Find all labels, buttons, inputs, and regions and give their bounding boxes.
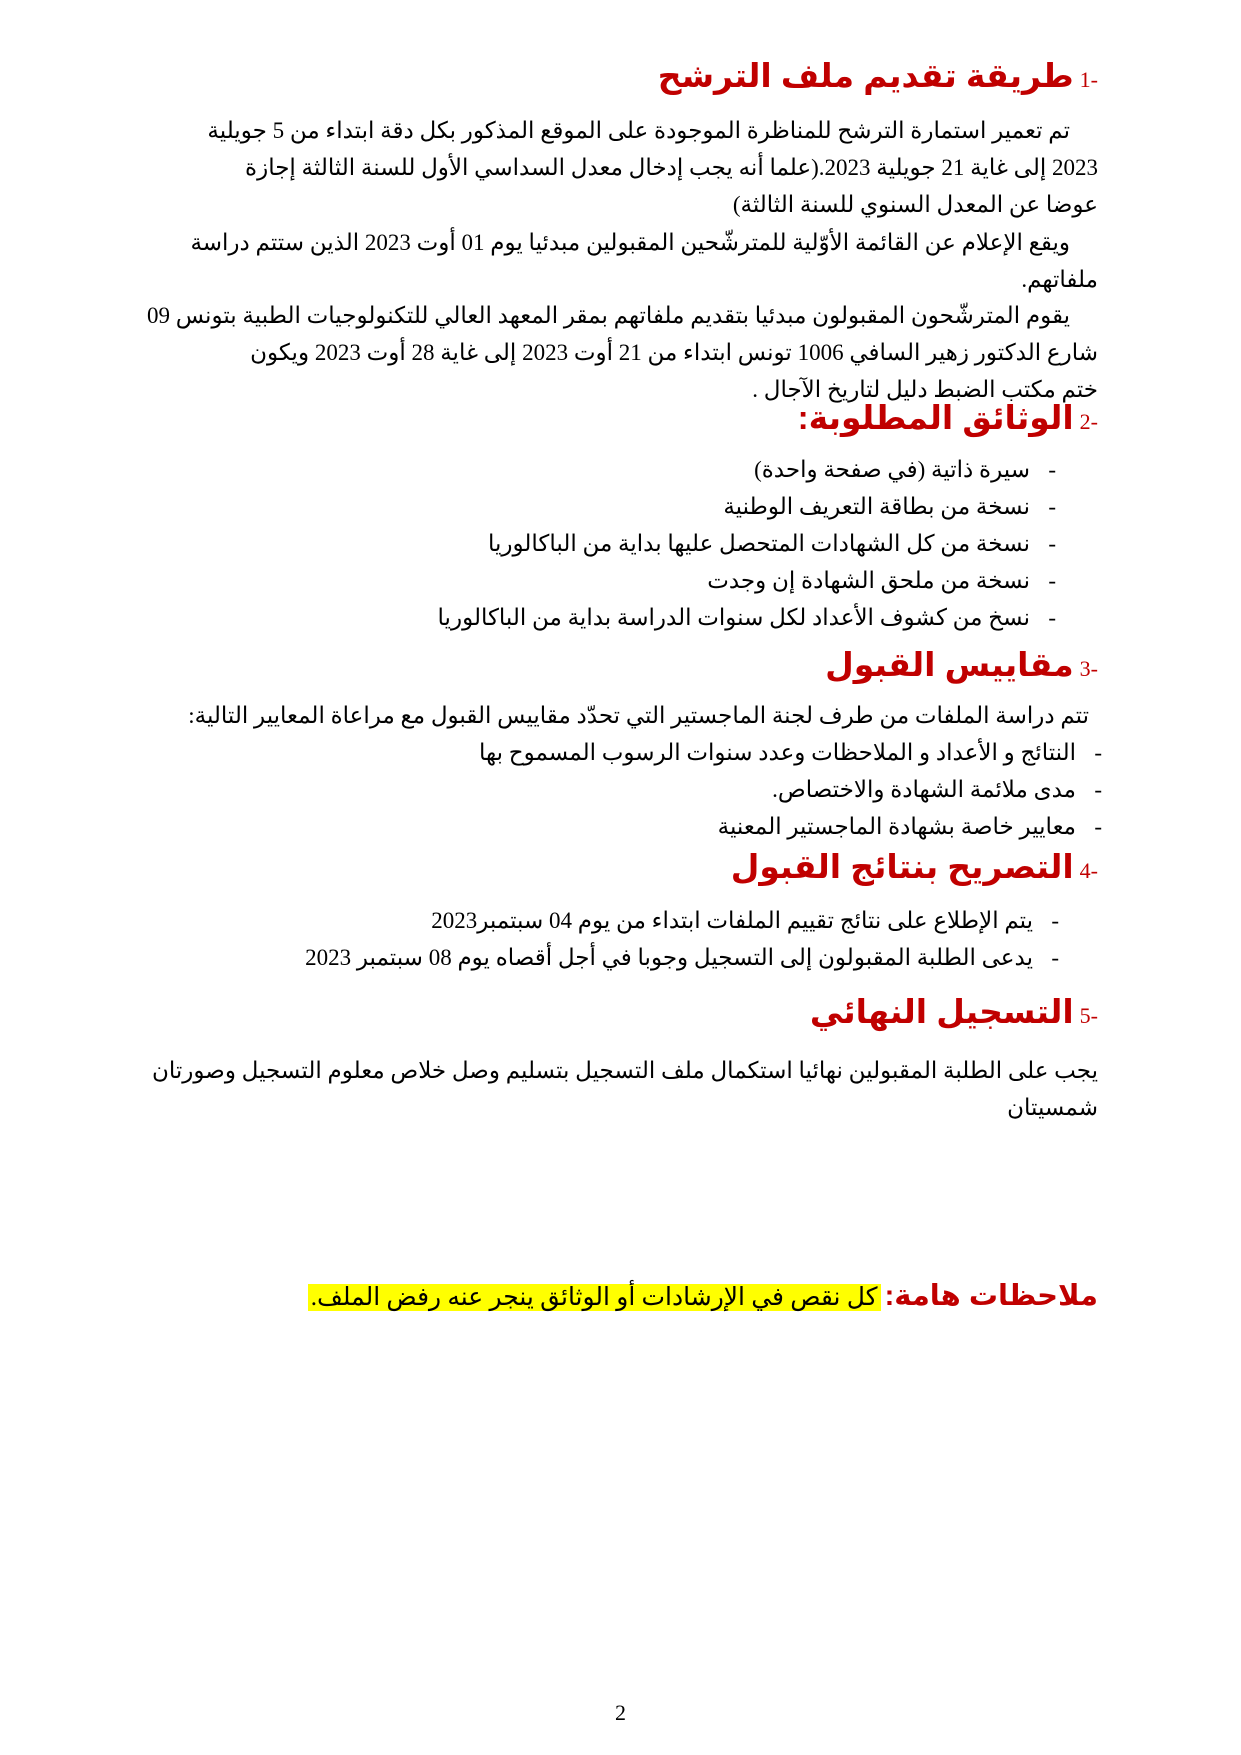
- section-1-title: طريقة تقديم ملف الترشح: [657, 57, 1074, 94]
- list-marker: -: [1094, 777, 1102, 802]
- list-item: [438, 525, 1056, 562]
- list-item-text: يتم الإطلاع على نتائج تقييم الملفات ابتداء من يوم 04 سبتمبر2023: [431, 908, 1033, 933]
- section-2-heading: [798, 398, 1098, 442]
- section-3-title: مقاييس القبول: [825, 646, 1074, 683]
- list-item: [438, 488, 1056, 525]
- list-item: [438, 562, 1056, 599]
- list-item: [438, 599, 1056, 636]
- list-item-text: نسخة من ملحق الشهادة إن وجدت: [707, 568, 1030, 593]
- section-1-paragraph-1: [135, 112, 1098, 223]
- page-number: 2: [615, 1700, 626, 1725]
- list-marker: -: [1094, 740, 1102, 765]
- section-5-paragraph: [0, 1052, 1098, 1126]
- list-item-text: سيرة ذاتية (في صفحة واحدة): [754, 457, 1030, 482]
- list-marker: -: [1094, 814, 1102, 839]
- paragraph-line: 2023 إلى غاية 21 جويلية 2023.(علما أنه يجب إدخال معدل السداسي الأول للسنة الثالثة إجازة: [245, 155, 1098, 180]
- section-5-heading: [810, 992, 1098, 1036]
- list-marker: -: [1048, 531, 1056, 556]
- list-item-text: معايير خاصة بشهادة الماجستير المعنية: [717, 814, 1076, 839]
- list-item: [479, 808, 1102, 845]
- paragraph-line: تم تعمير استمارة الترشح للمناظرة الموجودة على الموقع المذكور بكل دقة ابتداء من 5 جويلية: [207, 118, 1070, 143]
- section-1-paragraph-3: [110, 297, 1098, 408]
- list-item: [305, 902, 1059, 939]
- paragraph-line: تتم دراسة الملفات من طرف لجنة الماجستير التي تحدّد مقاييس القبول مع مراعاة المعايير التالية:: [188, 703, 1089, 728]
- required-documents-list: [438, 451, 1056, 636]
- list-item-text: النتائج و الأعداد و الملاحظات وعدد سنوات الرسوب المسموح بها: [478, 740, 1076, 765]
- section-3-intro: [89, 697, 1089, 734]
- note-label: ملاحظات هامة:: [884, 1280, 1098, 1312]
- list-marker: -: [1051, 908, 1059, 933]
- list-marker: -: [1051, 945, 1059, 970]
- list-item-text: نسخ من كشوف الأعداد لكل سنوات الدراسة بداية من الباكالوريا: [437, 605, 1030, 630]
- section-4-title: التصريح بنتائج القبول: [730, 848, 1074, 885]
- list-item-text: نسخة من بطاقة التعريف الوطنية: [723, 494, 1030, 519]
- list-item-text: نسخة من كل الشهادات المتحصل عليها بداية من الباكالوريا: [488, 531, 1030, 556]
- section-4-heading: [731, 847, 1098, 891]
- list-marker: -: [1048, 605, 1056, 630]
- admission-criteria-list: [479, 734, 1102, 845]
- section-1-heading: [658, 56, 1098, 100]
- section-3-number: -3: [1079, 656, 1098, 681]
- section-1-number: -1: [1079, 67, 1098, 92]
- paragraph-line: شمسيتان: [1007, 1095, 1098, 1120]
- paragraph-line: ويقع الإعلام عن القائمة الأوّلية للمترشّحين المقبولين مبدئيا يوم 01 أوت 2023 الذين ستتم دراسة: [190, 230, 1070, 255]
- list-marker: -: [1048, 457, 1056, 482]
- paragraph-line: ختم مكتب الضبط دليل لتاريخ الآجال .: [752, 377, 1098, 402]
- list-item: [438, 451, 1056, 488]
- section-2-title: الوثائق المطلوبة:: [797, 399, 1074, 436]
- list-item: [305, 939, 1059, 976]
- list-item-text: يدعى الطلبة المقبولون إلى التسجيل وجوبا في أجل أقصاه يوم 08 سبتمبر 2023: [305, 945, 1033, 970]
- section-2-number: -2: [1079, 409, 1098, 434]
- section-5-number: -5: [1079, 1003, 1098, 1028]
- paragraph-line: يقوم المترشّحون المقبولون مبدئيا بتقديم ملفاتهم بمقر المعهد العالي للتكنولوجيات الطبية بتونس 09: [146, 303, 1070, 328]
- paragraph-line: شارع الدكتور زهير السافي 1006 تونس ابتداء من 21 أوت 2023 إلى غاية 28 أوت 2023 ويكون: [250, 340, 1098, 365]
- results-list: [305, 902, 1059, 976]
- section-4-number: -4: [1079, 858, 1098, 883]
- list-item-text: مدى ملائمة الشهادة والاختصاص.: [772, 777, 1076, 802]
- paragraph-line: يجب على الطلبة المقبولين نهائيا استكمال ملف التسجيل بتسليم وصل خلاص معلوم التسجيل وصورتان: [152, 1058, 1098, 1083]
- paragraph-line: ملفاتهم.: [1021, 267, 1098, 292]
- important-note: [308, 1278, 1098, 1313]
- paragraph-line: عوضا عن المعدل السنوي للسنة الثالثة): [732, 192, 1098, 217]
- section-1-paragraph-2: [110, 224, 1098, 298]
- note-text-highlighted: كل نقص في الإرشادات أو الوثائق ينجر عنه رفض الملف.: [308, 1284, 881, 1311]
- section-3-heading: [825, 645, 1098, 689]
- list-marker: -: [1048, 494, 1056, 519]
- list-item: [479, 771, 1102, 808]
- list-marker: -: [1048, 568, 1056, 593]
- list-item: [479, 734, 1102, 771]
- section-5-title: التسجيل النهائي: [809, 993, 1074, 1030]
